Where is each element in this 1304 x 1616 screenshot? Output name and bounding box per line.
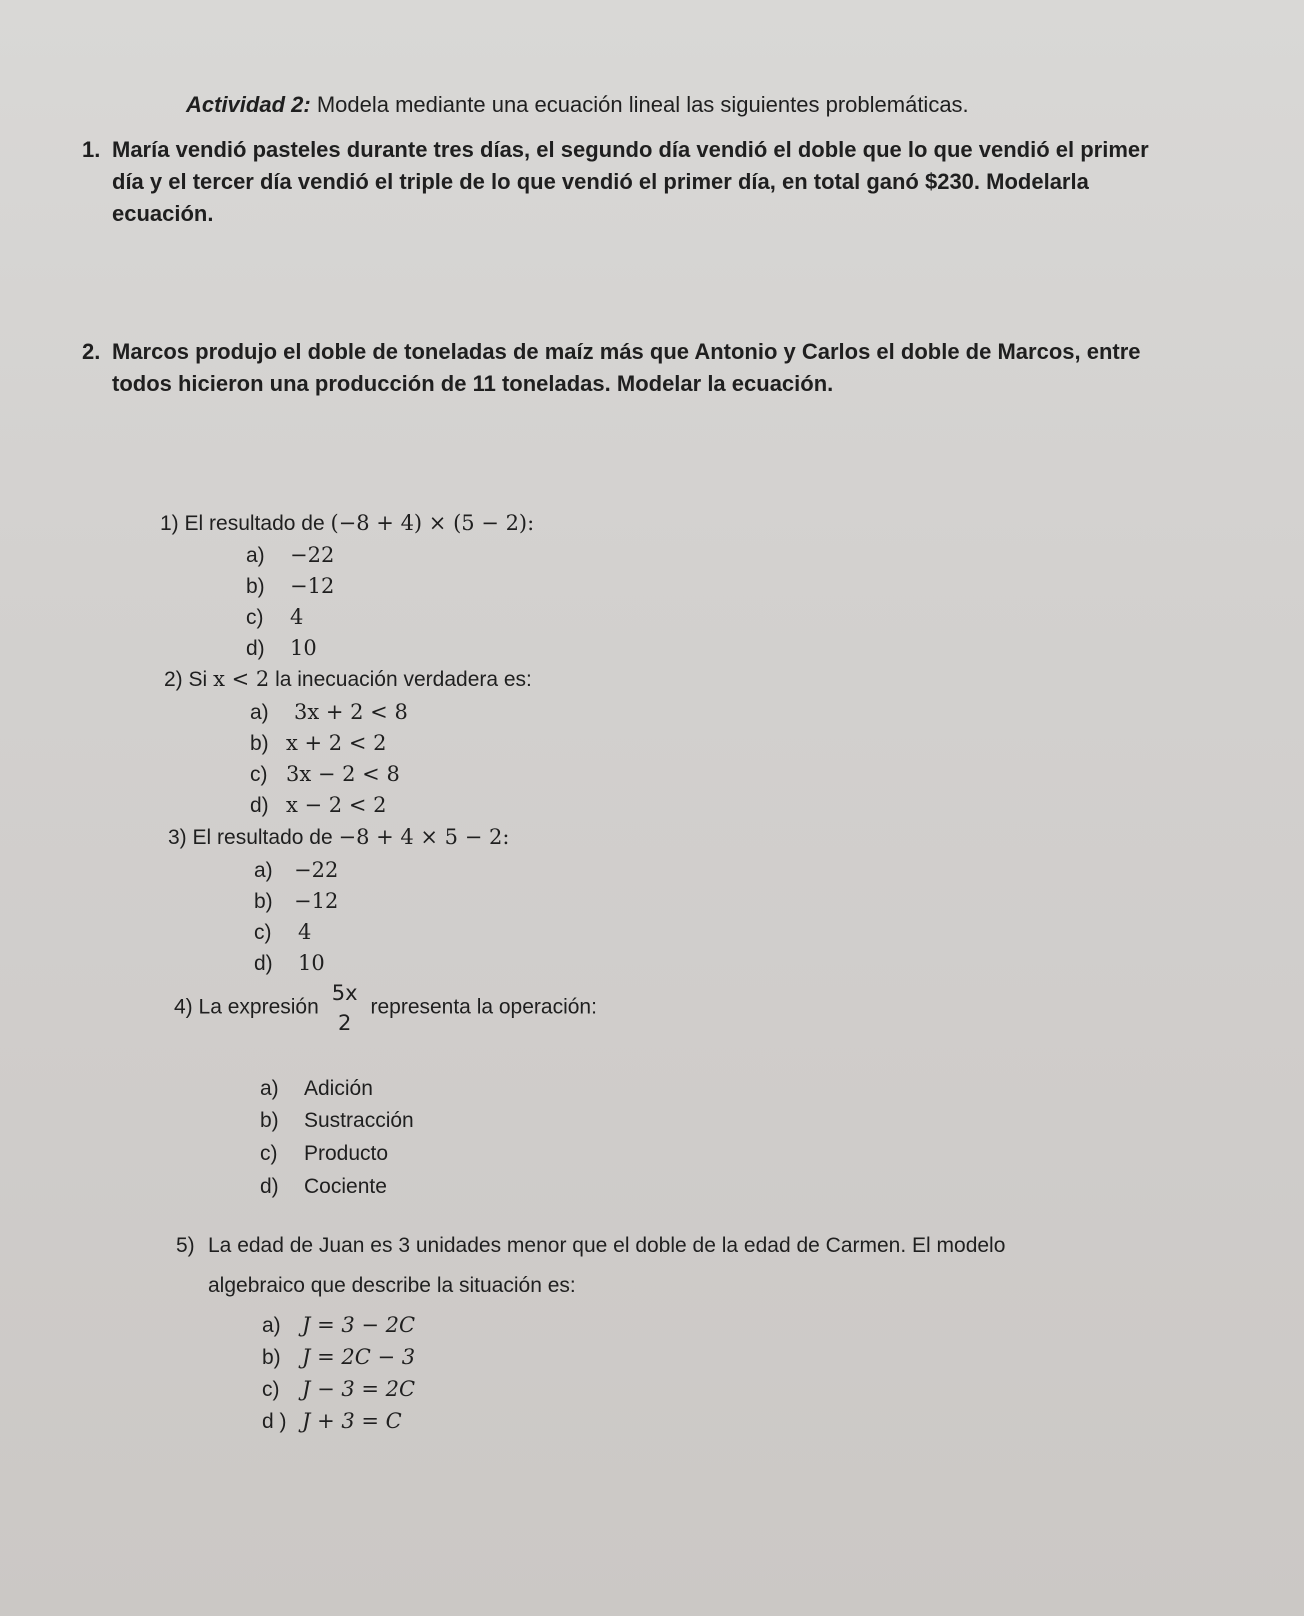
option-2d[interactable]: [250, 790, 386, 821]
option-1c[interactable]: [246, 602, 303, 633]
option-letter: b): [254, 890, 273, 913]
problem-1: [82, 134, 1149, 230]
option-letter: d): [254, 952, 273, 975]
option-5a[interactable]: [262, 1310, 415, 1341]
option-3a[interactable]: [254, 855, 338, 886]
option-letter: c): [250, 763, 268, 786]
option-letter: a): [262, 1314, 281, 1337]
option-text: −22: [290, 543, 335, 567]
option-letter: c): [262, 1378, 280, 1401]
question-5: [176, 1226, 1005, 1306]
option-text: J − 3 = 2C: [302, 1377, 416, 1401]
option-text: −12: [290, 574, 335, 598]
option-text: −12: [294, 889, 339, 913]
option-letter: a): [246, 544, 265, 567]
question-line: La edad de Juan es 3 unidades menor que el doble de la edad de Carmen. El modelo: [208, 1234, 1006, 1257]
option-letter: a): [260, 1077, 279, 1100]
option-text: x − 2 < 2: [286, 793, 387, 817]
option-text: 3x + 2 < 8: [294, 700, 408, 724]
option-letter: b): [260, 1109, 279, 1132]
option-letter: b): [246, 575, 265, 598]
problem-line: todos hicieron una producción de 11 toneladas. Modelar la ecuación.: [112, 371, 834, 396]
option-4c[interactable]: [260, 1139, 388, 1169]
activity-instruction: Modela mediante una ecuación lineal las siguientes problemáticas.: [316, 92, 969, 117]
option-letter: a): [254, 859, 273, 882]
option-5d[interactable]: [262, 1406, 402, 1437]
problem-number: 1.: [82, 137, 101, 162]
option-1a[interactable]: [246, 540, 334, 571]
option-text: Producto: [304, 1142, 389, 1165]
option-text: 10: [298, 951, 325, 975]
fraction-denominator: 2: [337, 1011, 352, 1035]
option-text: 4: [290, 605, 304, 629]
option-text: Adición: [304, 1077, 373, 1100]
question-suffix: representa la operación:: [370, 995, 597, 1019]
option-letter: a): [250, 701, 269, 724]
problem-line: Marcos produjo el doble de toneladas de maíz más que Antonio y Carlos el doble de Marcos, entre: [112, 339, 1141, 364]
option-text: 4: [298, 920, 312, 944]
question-number: 1): [160, 512, 179, 535]
fraction-numerator: 5x: [331, 981, 358, 1005]
question-2: [164, 664, 532, 695]
problem-line: día y el tercer día vendió el triple de lo que vendió el primer día, en total ganó $230. Modelarla: [112, 169, 1089, 194]
option-4d[interactable]: [260, 1172, 387, 1202]
question-expression: −8 + 4 × 5 − 2:: [338, 825, 510, 849]
question-line: algebraico que describe la situación es:: [208, 1274, 576, 1297]
problem-line: María vendió pasteles durante tres días, el segundo día vendió el doble que lo que vendió el primer: [112, 137, 1149, 162]
question-number: 4): [174, 995, 193, 1019]
option-2c[interactable]: [250, 759, 400, 790]
option-5b[interactable]: [262, 1342, 415, 1373]
option-4b[interactable]: [260, 1106, 414, 1136]
question-expression: x < 2: [213, 667, 270, 691]
question-prefix: La expresión: [198, 995, 319, 1019]
option-2b[interactable]: [250, 728, 386, 759]
question-number: 2): [164, 668, 183, 691]
question-prefix: El resultado de: [184, 512, 325, 535]
option-text: J = 3 − 2C: [302, 1313, 416, 1337]
question-suffix: la inecuación verdadera es:: [275, 668, 532, 691]
option-3b[interactable]: [254, 886, 338, 917]
activity-title: [186, 92, 969, 118]
option-letter: d): [260, 1175, 279, 1198]
problem-line: ecuación.: [112, 201, 214, 226]
question-1: [160, 508, 534, 539]
option-text: Cociente: [304, 1175, 387, 1198]
question-prefix: El resultado de: [192, 826, 333, 849]
option-letter: d): [246, 637, 265, 660]
option-letter: d): [250, 794, 269, 817]
problem-2: [82, 336, 1141, 400]
option-1d[interactable]: [246, 633, 317, 664]
problem-number: 2.: [82, 339, 101, 364]
option-letter: c): [246, 606, 264, 629]
option-text: J + 3 = C: [302, 1409, 402, 1433]
option-2a[interactable]: [250, 697, 408, 728]
option-text: x + 2 < 2: [286, 731, 387, 755]
option-letter: b): [262, 1346, 281, 1369]
question-number: 3): [168, 826, 187, 849]
option-letter: d ): [262, 1410, 287, 1433]
option-1b[interactable]: [246, 571, 334, 602]
question-number: 5): [176, 1234, 195, 1257]
question-3: [168, 822, 509, 853]
option-5c[interactable]: [262, 1374, 415, 1405]
option-3d[interactable]: [254, 948, 325, 979]
option-text: 10: [290, 636, 317, 660]
option-4a[interactable]: [260, 1074, 373, 1104]
question-4: [174, 978, 597, 1038]
option-3c[interactable]: [254, 917, 311, 948]
option-letter: c): [254, 921, 272, 944]
option-letter: b): [250, 732, 269, 755]
option-text: −22: [294, 858, 339, 882]
activity-label: Actividad 2:: [186, 92, 311, 117]
option-letter: c): [260, 1142, 278, 1165]
fraction: [325, 978, 365, 1038]
option-text: Sustracción: [304, 1109, 414, 1132]
question-prefix: Si: [188, 668, 208, 691]
option-text: 3x − 2 < 8: [286, 762, 400, 786]
option-text: J = 2C − 3: [302, 1345, 416, 1369]
question-expression: (−8 + 4) × (5 − 2):: [330, 511, 535, 535]
